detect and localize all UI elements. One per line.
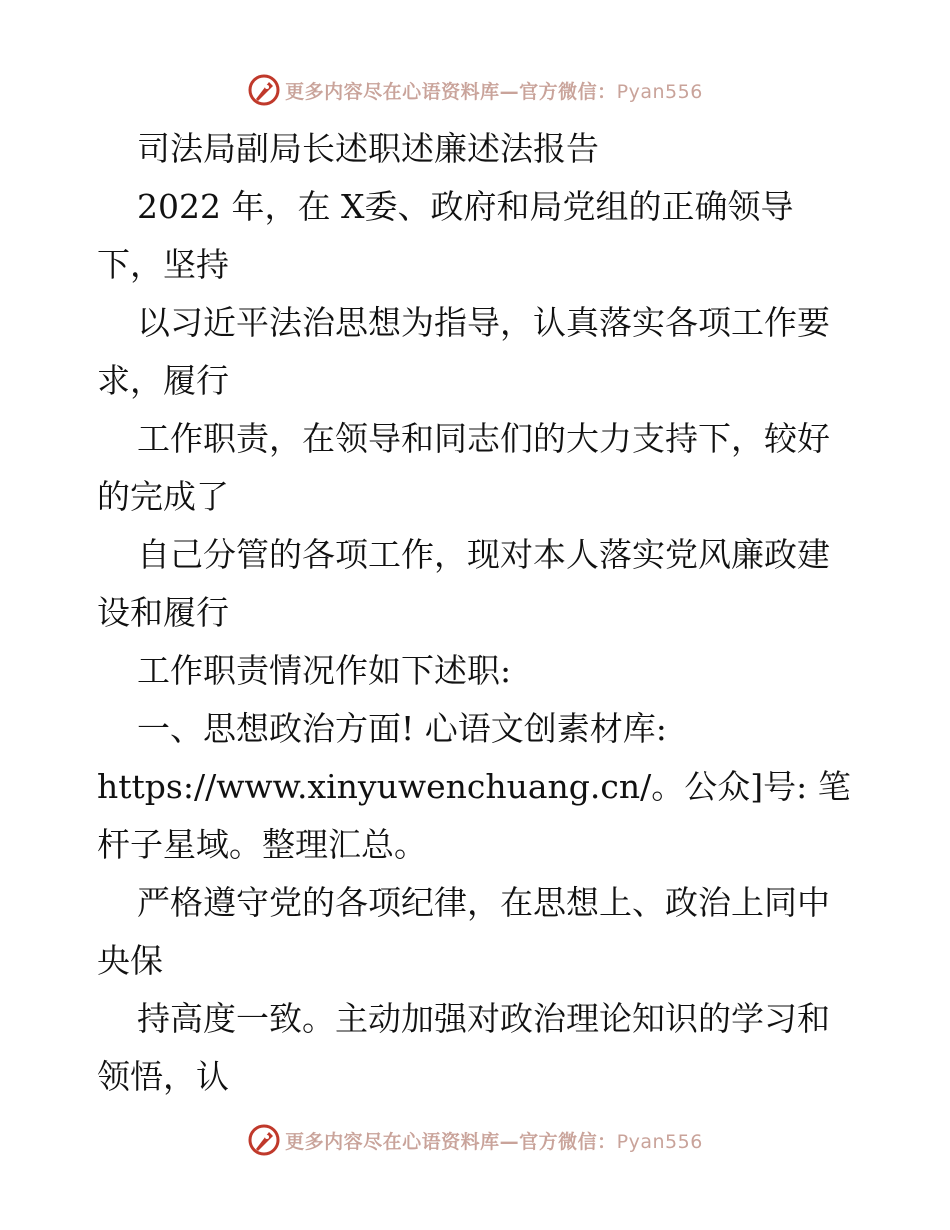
paragraph-line: 以习近平法治思想为指导，认真落实各项工作要 bbox=[137, 303, 830, 342]
paragraph-line: 工作职责情况作如下述职: bbox=[137, 651, 512, 690]
pen-nib-logo-icon bbox=[247, 1123, 281, 1157]
paragraph-line: 央保 bbox=[97, 941, 163, 980]
paragraph-line: 自己分管的各项工作，现对本人落实党风廉政建 bbox=[137, 535, 830, 574]
paragraph-line: 2022 年，在 X委、政府和局党组的正确领导 bbox=[137, 187, 794, 226]
document-title: 司法局副局长述职述廉述法报告 bbox=[137, 129, 599, 168]
section-heading: 一、思想政治方面! 心语文创素材库: bbox=[137, 709, 667, 748]
paragraph-line: 下，坚持 bbox=[97, 245, 229, 284]
paragraph-line: 设和履行 bbox=[97, 593, 229, 632]
paragraph-line: 严格遵守党的各项纪律，在思想上、政治上同中 bbox=[137, 883, 830, 922]
paragraph-line: 的完成了 bbox=[97, 477, 229, 516]
wechat-account: Pyan556 bbox=[616, 80, 703, 103]
paragraph-line: 杆子星域。整理汇总。 bbox=[97, 825, 427, 864]
footer-banner bbox=[0, 1120, 950, 1160]
header-banner bbox=[0, 70, 950, 110]
banner-text: 更多内容尽在心语资料库—官方微信：Pyan556 bbox=[285, 80, 703, 103]
paragraph-line: 工作职责，在领导和同志们的大力支持下，较好 bbox=[137, 419, 830, 458]
paragraph-line: 持高度一致。主动加强对政治理论知识的学习和 bbox=[137, 999, 830, 1038]
document-body bbox=[97, 120, 857, 1106]
paragraph-line: 求，履行 bbox=[97, 361, 229, 400]
wechat-account: Pyan556 bbox=[616, 1130, 703, 1153]
paragraph-line: 领悟，认 bbox=[97, 1057, 229, 1096]
url-line: https://www.xinyuwenchuang.cn/。公众]号: 笔 bbox=[97, 767, 851, 806]
pen-nib-logo-icon bbox=[247, 73, 281, 107]
banner-text: 更多内容尽在心语资料库—官方微信：Pyan556 bbox=[285, 1130, 703, 1153]
